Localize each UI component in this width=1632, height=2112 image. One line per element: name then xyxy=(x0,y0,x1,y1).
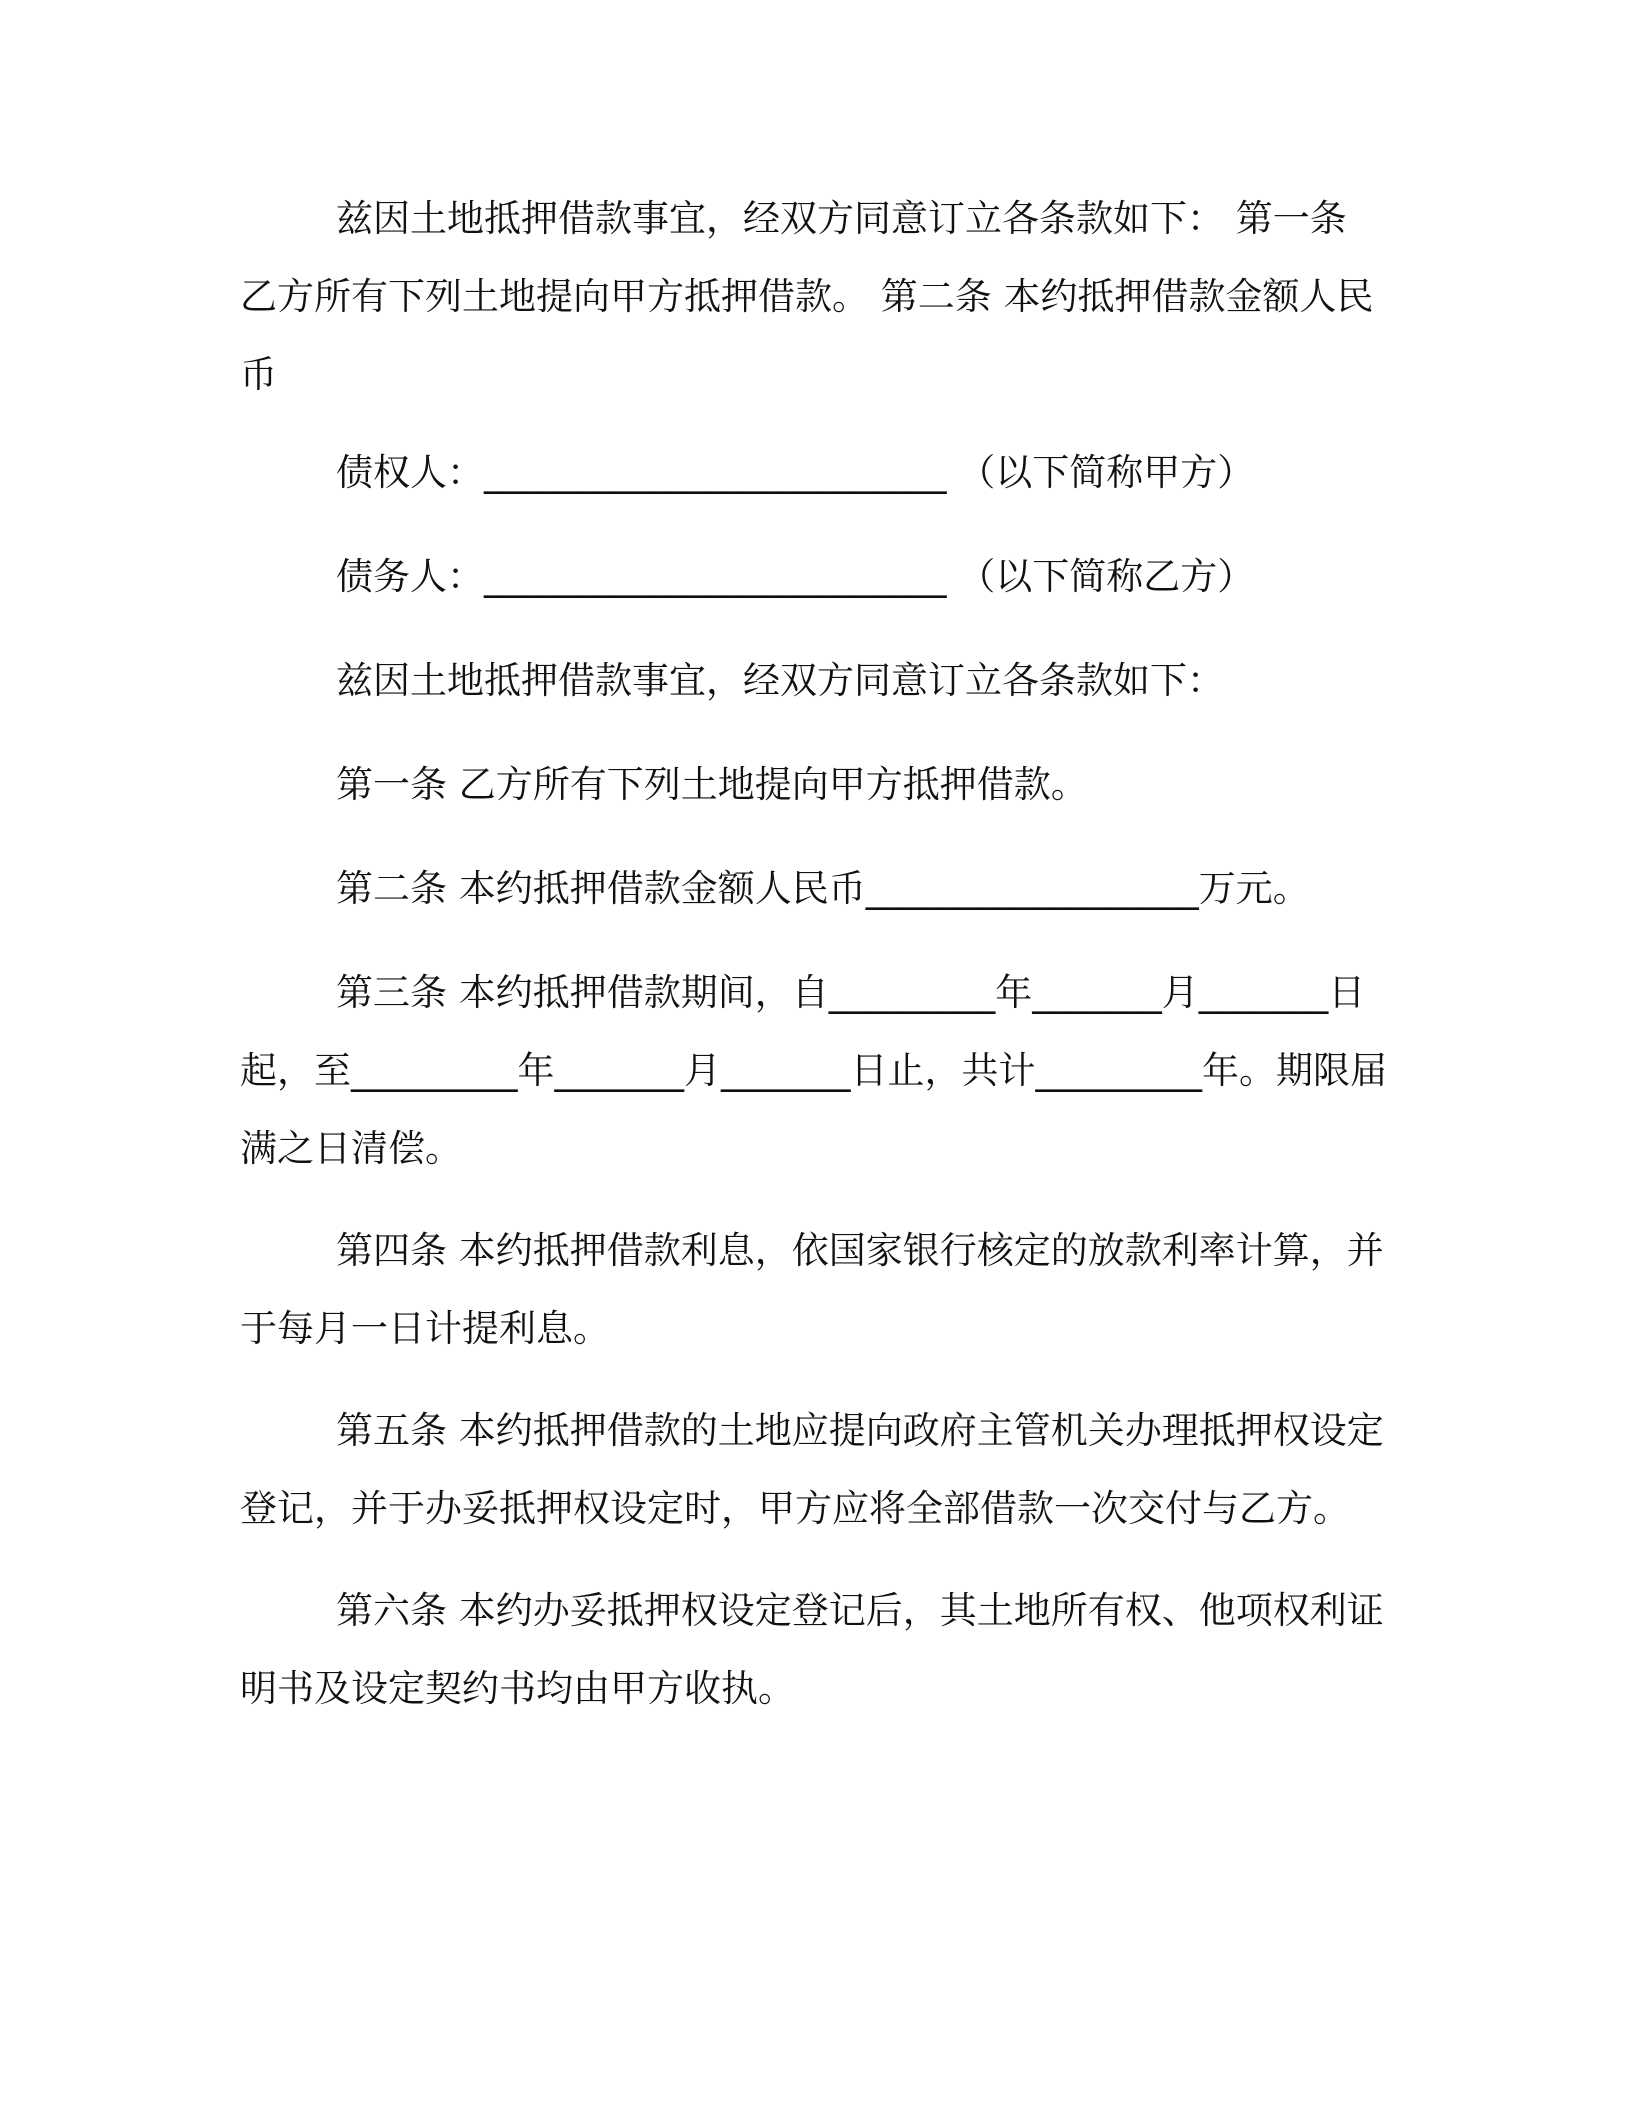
article-2 xyxy=(240,850,1390,928)
intro-paragraph xyxy=(240,180,1390,414)
article-1-text: 第一条 乙方所有下列土地提向甲方抵押借款。 xyxy=(336,763,1088,806)
article-5-text: 第五条 本约抵押借款的土地应提向政府主管机关办理抵押权设定登记，并于办妥抵押权设定时，甲方应将全部借款一次交付与乙方。 xyxy=(240,1409,1384,1530)
article-1 xyxy=(240,746,1390,824)
article-5 xyxy=(240,1392,1390,1548)
intro-paragraph-text: 兹因土地抵押借款事宜，经双方同意订立各条款如下： 第一条 乙方所有下列土地提向甲方抵押借款。 第二条 本约抵押借款金额人民币 xyxy=(240,197,1374,396)
article-2-text: 第二条 本约抵押借款金额人民币__________________万元。 xyxy=(336,867,1310,910)
creditor-line xyxy=(240,434,1390,512)
creditor-line-text: 债权人：_________________________ （以下简称甲方） xyxy=(336,451,1255,494)
preamble-paragraph xyxy=(240,642,1390,720)
article-6 xyxy=(240,1572,1390,1728)
debtor-line xyxy=(240,538,1390,616)
article-3 xyxy=(240,954,1390,1188)
article-4-text: 第四条 本约抵押借款利息，依国家银行核定的放款利率计算，并于每月一日计提利息。 xyxy=(240,1229,1384,1350)
debtor-line-text: 债务人：_________________________ （以下简称乙方） xyxy=(336,555,1255,598)
article-6-text: 第六条 本约办妥抵押权设定登记后，其土地所有权、他项权利证明书及设定契约书均由甲方收执。 xyxy=(240,1589,1384,1710)
preamble-text: 兹因土地抵押借款事宜，经双方同意订立各条款如下： xyxy=(336,659,1224,702)
article-3-text: 第三条 本约抵押借款期间，自_________年_______月_______日起，至_________年_______月_______日止，共计_________年。期限届满之日清偿。 xyxy=(240,971,1387,1170)
article-4 xyxy=(240,1212,1390,1368)
